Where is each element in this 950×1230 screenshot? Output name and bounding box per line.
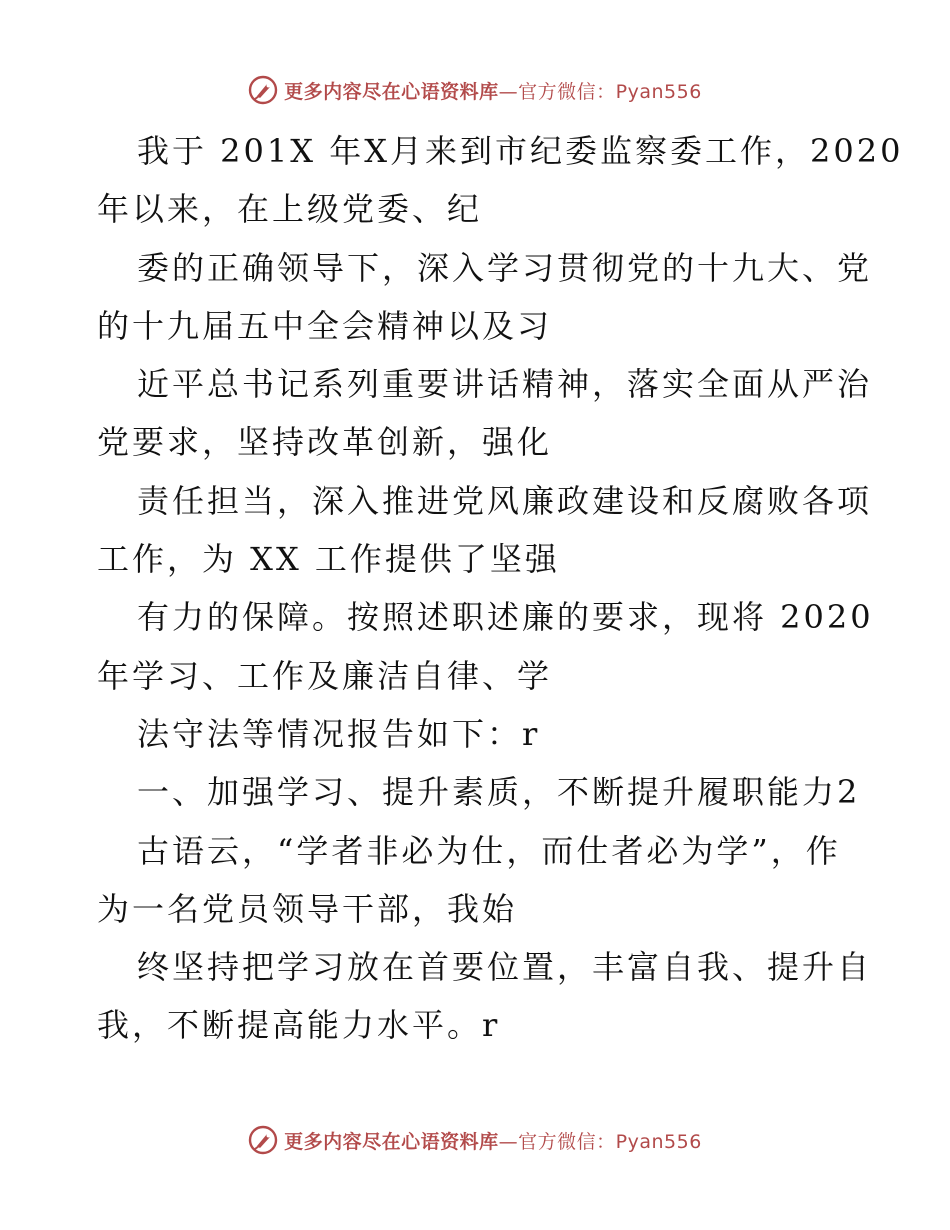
document-line: 党要求，坚持改革创新，强化 [97,423,553,462]
document-line: 年以来，在上级党委、纪 [97,190,483,229]
document-line: 为一名党员领导干部，我始 [97,889,518,928]
watermark-title: 更多内容尽在心语资料库 [284,1130,499,1153]
document-body [97,122,904,1055]
document-line: 委的正确领导下，深入学习贯彻党的十九大、党 [137,248,873,287]
section-heading: 一、加强学习、提升素质，不断提升履职能力2 [137,773,861,812]
document-line: 终坚持把学习放在首要位置，丰富自我、提升自 [137,948,873,987]
document-line: 我于 201X 年X月来到市纪委监察委工作，2020 [137,132,904,170]
document-line: 的十九届五中全会精神以及习 [97,306,553,345]
document-line: 年学习、工作及廉洁自律、学 [97,656,553,695]
watermark-title: 更多内容尽在心语资料库 [284,80,499,103]
document-line: 古语云，“学者非必为仕，而仕者必为学”，作 [137,831,841,870]
document-line: 工作，为 XX 工作提供了坚强 [97,540,560,579]
watermark-wechat: —官方微信：Pyan556 [498,1130,702,1153]
watermark-text [284,77,702,104]
header-watermark-banner [0,70,950,110]
document-line: 我，不断提高能力水平。r [97,1006,501,1045]
document-line: 有力的保障。按照述职述廉的要求，现将 2020 [137,598,874,637]
pen-nib-logo-icon [248,1125,278,1155]
document-line: 法守法等情况报告如下：r [137,714,541,753]
document-line: 近平总书记系列重要讲话精神，落实全面从严治 [137,365,873,404]
footer-watermark-banner [0,1120,950,1160]
watermark-wechat: —官方微信：Pyan556 [498,80,702,103]
pen-nib-logo-icon [248,75,278,105]
document-line: 责任担当，深入推进党风廉政建设和反腐败各项 [137,481,873,520]
watermark-text [284,1127,702,1154]
